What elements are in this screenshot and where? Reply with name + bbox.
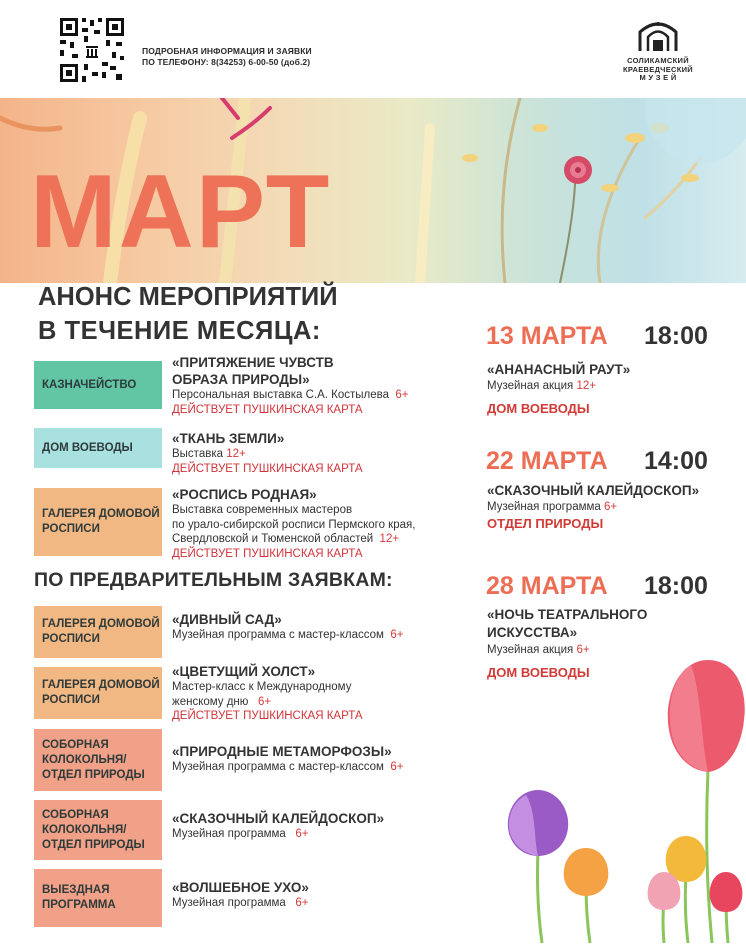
event-description: Персональная выставка С.А. Костылева 6+ xyxy=(172,389,409,401)
pushkin-card-note: ДЕЙСТВУЕТ ПУШКИНСКАЯ КАРТА xyxy=(172,462,363,475)
event-title: «ТКАНЬ ЗЕМЛИ» xyxy=(172,431,285,446)
program-description: Музейная программа с мастер-классом 6+ xyxy=(172,629,404,641)
museum-arch-icon xyxy=(636,20,680,52)
dated-event-description: Музейная программа 6+ xyxy=(487,501,618,513)
event-place-badge: ДОМ ВОЕВОДЫ xyxy=(34,428,162,468)
age-badge: 6+ xyxy=(295,897,309,909)
qr-code[interactable] xyxy=(58,16,126,84)
event-place-badge: ГАЛЕРЕЯ ДОМОВОЙ РОСПИСИ xyxy=(34,488,162,556)
dated-event-title[interactable]: «АНАНАСНЫЙ РАУТ» xyxy=(487,362,631,377)
event-description: Выставка современных мастеров xyxy=(172,504,353,516)
program-item[interactable] xyxy=(172,663,363,724)
program-description: Музейная программа 6+ xyxy=(172,828,309,840)
event-date: 13 МАРТА 18:00 xyxy=(486,322,708,350)
event-place-badge: КАЗНАЧЕЙСТВО xyxy=(34,361,162,409)
event-description: Выставка 12+ xyxy=(172,448,246,460)
event-description: Свердловской и Тюменской областей 12+ xyxy=(172,533,400,545)
dated-event-title[interactable]: «НОЧЬ ТЕАТРАЛЬНОГО ИСКУССТВА» xyxy=(487,607,648,640)
event-time: 14:00 xyxy=(644,447,708,475)
age-badge: 12+ xyxy=(576,380,596,392)
program-title: «ДИВНЫЙ САД» xyxy=(172,612,282,627)
pushkin-card-note: ДЕЙСТВУЕТ ПУШКИНСКАЯ КАРТА xyxy=(172,403,363,416)
program-title: «ЦВЕТУЩИЙ ХОЛСТ» xyxy=(172,664,316,679)
dated-event-description: Музейная акция 12+ xyxy=(487,380,596,392)
age-badge: 6+ xyxy=(395,389,409,401)
age-badge: 6+ xyxy=(390,629,404,641)
logo-line-2: КРАЕВЕДЧЕСКИЙ xyxy=(623,64,693,74)
event-description: по урало-сибирской росписи Пермского края, xyxy=(172,518,416,531)
program-description: женскому дню 6+ xyxy=(172,695,272,708)
tulips-illustration xyxy=(486,650,746,943)
program-title: «ПРИРОДНЫЕ МЕТАМОРФОЗЫ» xyxy=(172,744,392,759)
age-badge: 12+ xyxy=(379,533,400,545)
age-badge: 6+ xyxy=(258,695,272,708)
program-item[interactable] xyxy=(172,611,403,643)
contact-info xyxy=(142,46,312,68)
event-title: ОБРАЗА ПРИРОДЫ» xyxy=(172,372,310,387)
program-description: Музейная программа с мастер-классом 6+ xyxy=(172,761,404,773)
program-title: «ВОЛШЕБНОЕ УХО» xyxy=(172,880,309,895)
title-line-1: АНОНС МЕРОПРИЯТИЙ xyxy=(38,283,338,311)
event-date: 22 МАРТА 14:00 xyxy=(486,447,708,475)
pushkin-card-note: ДЕЙСТВУЕТ ПУШКИНСКАЯ КАРТА xyxy=(172,547,363,560)
program-place-badge: СОБОРНАЯ КОЛОКОЛЬНЯ/ ОТДЕЛ ПРИРОДЫ xyxy=(34,800,162,860)
program-place-badge: СОБОРНАЯ КОЛОКОЛЬНЯ/ ОТДЕЛ ПРИРОДЫ xyxy=(34,729,162,791)
program-description: Мастер-класс к Международному xyxy=(172,681,352,693)
dated-event-place: ДОМ ВОЕВОДЫ xyxy=(487,665,590,680)
dated-event-place: ОТДЕЛ ПРИРОДЫ xyxy=(487,516,604,531)
page-title xyxy=(38,280,338,348)
pushkin-card-note: ДЕЙСТВУЕТ ПУШКИНСКАЯ КАРТА xyxy=(172,710,363,722)
program-place-badge: ВЫЕЗДНАЯ ПРОГРАММА xyxy=(34,869,162,927)
section-heading: ПО ПРЕДВАРИТЕЛЬНЫМ ЗАЯВКАМ: xyxy=(34,569,393,591)
event-item[interactable] xyxy=(172,354,409,417)
age-badge: 6+ xyxy=(604,501,618,513)
event-title: «ПРИТЯЖЕНИЕ ЧУВСТВ xyxy=(172,355,334,370)
museum-logo xyxy=(622,20,694,83)
dated-event-place: ДОМ ВОЕВОДЫ xyxy=(487,401,590,416)
info-line-1: ПОДРОБНАЯ ИНФОРМАЦИЯ И ЗАЯВКИ xyxy=(142,46,312,56)
program-title: «СКАЗОЧНЫЙ КАЛЕЙДОСКОП» xyxy=(172,811,385,826)
logo-line-1: СОЛИКАМСКИЙ xyxy=(627,56,689,65)
program-item[interactable] xyxy=(172,810,384,842)
phone-line[interactable]: ПО ТЕЛЕФОНУ: 8(34253) 6-00-50 (доб.2) xyxy=(142,57,311,67)
program-item[interactable] xyxy=(172,743,403,775)
program-place-badge: ГАЛЕРЕЯ ДОМОВОЙ РОСПИСИ xyxy=(34,606,162,658)
dated-event-title[interactable]: «СКАЗОЧНЫЙ КАЛЕЙДОСКОП» xyxy=(487,483,700,498)
program-place-badge: ГАЛЕРЕЯ ДОМОВОЙ РОСПИСИ xyxy=(34,667,162,719)
dated-event-description: Музейная акция 6+ xyxy=(487,644,590,656)
event-date: 28 МАРТА 18:00 xyxy=(486,572,708,600)
age-badge: 6+ xyxy=(295,828,309,840)
program-item[interactable] xyxy=(172,879,309,911)
month-title: МАРТ xyxy=(30,154,332,270)
program-description: Музейная программа 6+ xyxy=(172,897,309,909)
event-item[interactable] xyxy=(172,486,415,561)
event-item[interactable] xyxy=(172,430,363,476)
age-badge: 6+ xyxy=(576,644,590,656)
logo-line-3: М У З Е Й xyxy=(639,73,677,82)
event-title: «РОСПИСЬ РОДНАЯ» xyxy=(172,487,317,502)
event-time: 18:00 xyxy=(644,322,708,350)
event-time: 18:00 xyxy=(644,572,708,600)
age-badge: 6+ xyxy=(390,761,404,773)
age-badge: 12+ xyxy=(226,448,246,460)
title-line-2: В ТЕЧЕНИЕ МЕСЯЦА: xyxy=(38,317,321,345)
